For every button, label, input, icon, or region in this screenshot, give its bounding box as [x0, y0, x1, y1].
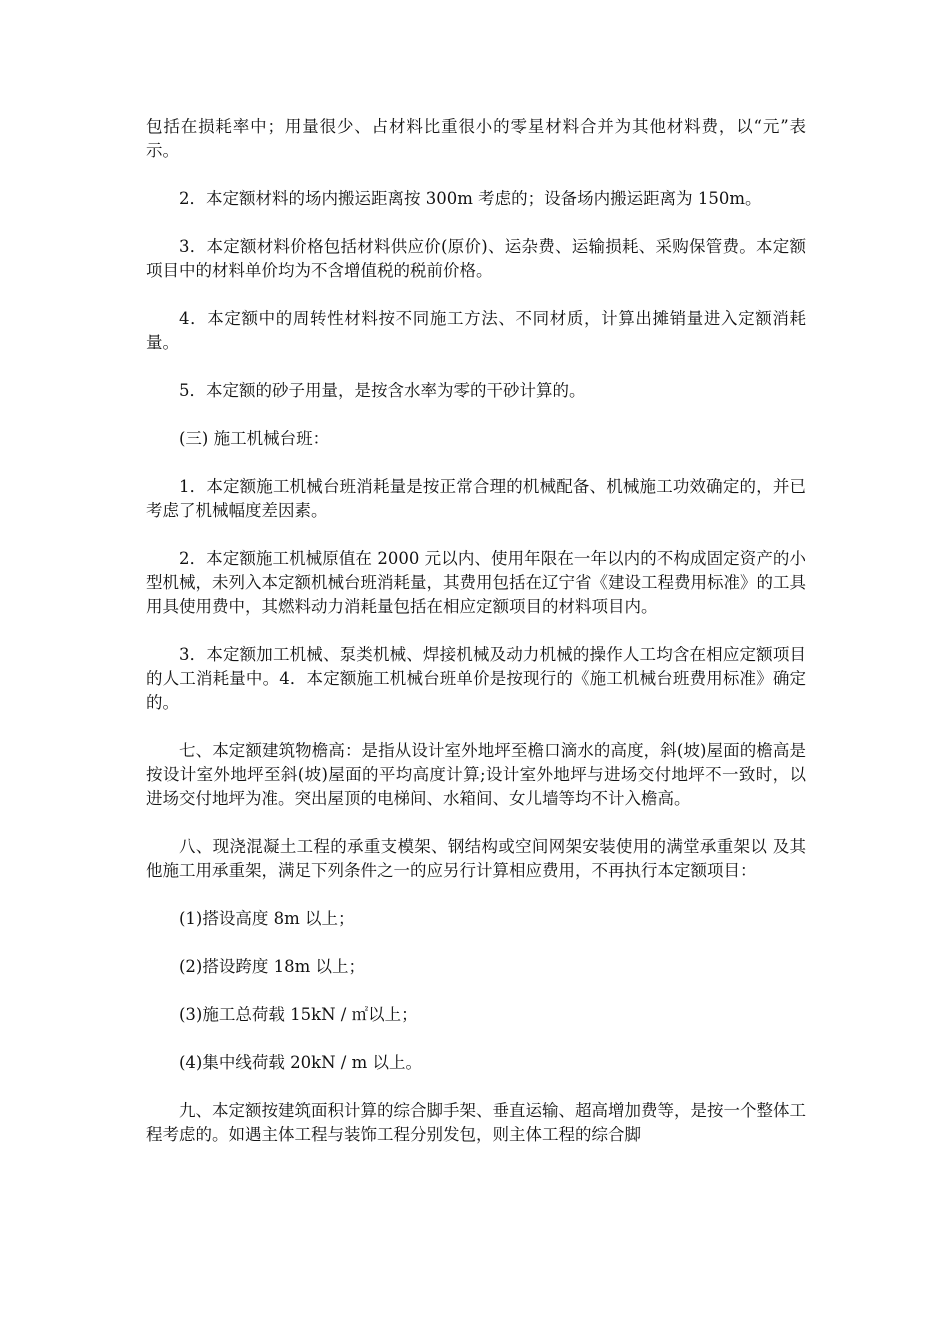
paragraph-sand-usage: 5．本定额的砂子用量，是按含水率为零的干砂计算的。	[179, 381, 586, 400]
section-heading-machinery: (三) 施工机械台班：	[179, 429, 330, 448]
document-body	[146, 115, 806, 1171]
paragraph-scaffolding: 九、本定额按建筑面积计算的综合脚手架、垂直运输、超高增加费等，是按一个整体工程考虑的。如遇主体工程与装饰工程分别发包，则主体工程的综合脚	[146, 1101, 806, 1144]
paragraph-small-machinery: 2．本定额施工机械原值在 2000 元以内、使用年限在一年以内的不构成固定资产的小型机械，未列入本定额机械台班消耗量，其费用包括在辽宁省《建设工程费用标准》的工具用具使用费中，其燃料动力消耗量包括在相应定额项目的材料项目内。	[146, 549, 806, 616]
paragraph-machinery-labor: 3．本定额加工机械、泵类机械、焊接机械及动力机械的操作人工均含在相应定额项目的人工消耗量中。4．本定额施工机械台班单价是按现行的《施工机械台班费用标准》确定的。	[146, 645, 806, 712]
list-item-span: (2)搭设跨度 18m 以上；	[179, 957, 366, 976]
paragraph-material-transport: 2．本定额材料的场内搬运距离按 300m 考虑的；设备场内搬运距离为 150m。	[179, 189, 762, 208]
list-item-height: (1)搭设高度 8m 以上；	[179, 909, 355, 928]
list-item-total-load: (3)施工总荷载 15kN / ㎡以上；	[179, 1005, 418, 1024]
paragraph-formwork-support: 八、现浇混凝土工程的承重支模架、钢结构或空间网架安装使用的满堂承重架以 及其他施工用承重架，满足下列条件之一的应另行计算相应费用，不再执行本定额项目：	[146, 837, 806, 880]
paragraph-machinery-consumption: 1．本定额施工机械台班消耗量是按正常合理的机械配备、机械施工功效确定的，并已考虑了机械幅度差因素。	[146, 477, 806, 520]
list-item-line-load: (4)集中线荷载 20kN / m 以上。	[179, 1053, 422, 1072]
paragraph-material-loss: 包括在损耗率中；用量很少、占材料比重很小的零星材料合并为其他材料费，以“元”表示。	[146, 117, 806, 160]
paragraph-material-price: 3．本定额材料价格包括材料供应价(原价)、运杂费、运输损耗、采购保管费。本定额项目中的材料单价均为不含增值税的税前价格。	[146, 237, 806, 280]
paragraph-turnover-material: 4．本定额中的周转性材料按不同施工方法、不同材质，计算出摊销量进入定额消耗量。	[146, 309, 806, 352]
paragraph-eaves-height: 七、本定额建筑物檐高：是指从设计室外地坪至檐口滴水的高度，斜(坡)屋面的檐高是按设计室外地坪至斜(坡)屋面的平均高度计算;设计室外地坪与进场交付地坪不一致时，以进场交付地坪为准。突出屋顶的电梯间、水箱间、女儿墙等均不计入檐高。	[146, 741, 806, 808]
